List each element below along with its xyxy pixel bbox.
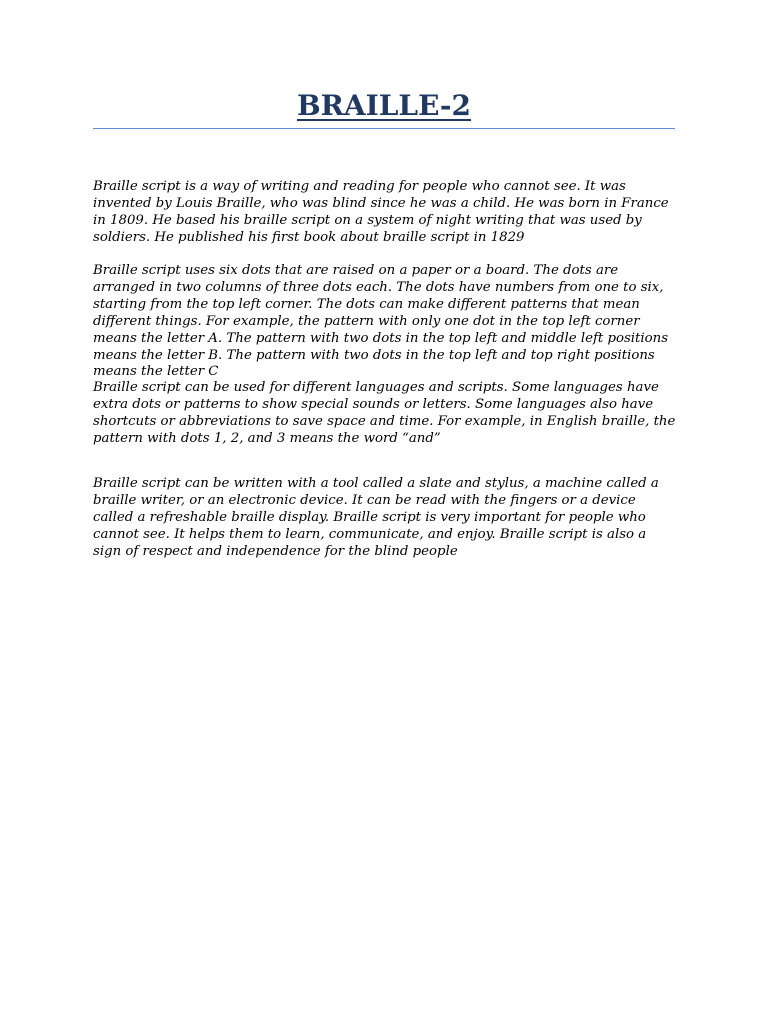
paragraph-history: Braille script is a way of writing and reading for people who cannot see. It was invented by Louis Braille, who was blind since he was a child. He was born in France in 1809. He based his braille script on a system of night writing that was used by soldiers. He published his first book about braille script in 1829 <box>93 179 669 245</box>
paragraph-languages: Braille script can be used for different languages and scripts. Some languages have extra dots or patterns to show special sounds or letters. Some languages also have shortcuts or abbreviations to save space and time. For example, in English braille, the pattern with dots 1, 2, and 3 means the word “and” <box>93 380 676 446</box>
page-title: BRAILLE-2 <box>296 89 472 122</box>
title-divider <box>93 128 675 129</box>
paragraph-dot-system: Braille script uses six dots that are raised on a paper or a board. The dots are arranged in two columns of three dots each. The dots have numbers from one to six, starting from the top left corner. The dots can make different patterns that mean different things. For example, the pattern with only one dot in the top left corner means the letter A. The pattern with two dots in the top left and middle left positions means the letter B. The pattern with two dots in the top left and top right positions means the letter C <box>93 263 669 380</box>
paragraph-writing-tools: Braille script can be written with a tool called a slate and stylus, a machine called a braille writer, or an electronic device. It can be read with the fingers or a device called a refreshable braille display. Braille script is very important for people who cannot see. It helps them to learn, communicate, and enjoy. Braille script is also a sign of respect and independence for the blind people <box>93 476 659 559</box>
